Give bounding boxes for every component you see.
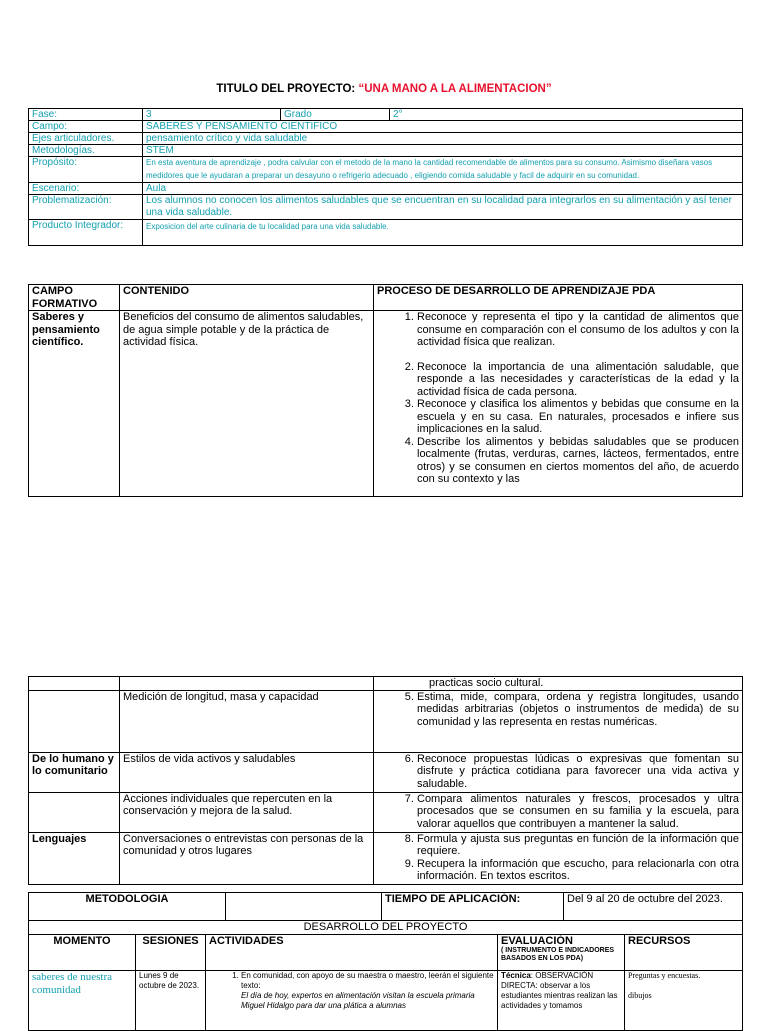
pda-table-2 [28, 676, 743, 885]
eval-texto: : OBSERVACIÓN DIRECTA: observar a los estudiantes mientras realizan las actividades y tomamos [501, 971, 618, 1010]
contenido-medicion: Medición de longitud, masa y capacidad [120, 690, 374, 752]
recurso-dibujos: dibujos [628, 991, 652, 1000]
actividad-item: 1. En comunidad, con apoyo de su maestra o maestro, leerán el siguiente texto: [241, 971, 494, 991]
problematizacion-value: Los alumnos no conocen los alimentos saludables que se encuentran en su localidad para integrarlos en su alimentación y así tener una vida saludable. [143, 195, 743, 220]
project-info-table [28, 108, 743, 246]
proposito-label: Propósito: [29, 157, 143, 183]
contenido-estilos: Estilos de vida activos y saludables [120, 752, 374, 792]
header-sesiones: SESIONES [136, 935, 206, 971]
pda-item: 7. Compara alimentos naturales y frescos, procesados y ultra procesados que se consumen en su familia y la escuela, para valorar aquellos que contribuyen a mantener la salud. [417, 793, 739, 831]
pda-item: 3. Reconoce y clasifica los alimentos y bebidas que consume en la escuela y en su casa. En naturales, procesados e infiere sus implicaciones en la salud. [417, 398, 739, 436]
proposito-value: En esta aventura de aprendizaje , podra calvular con el metodo de la mano la cantidad recomendable de alimentos para su consumo. Asimismo diseñara vasos medidores que le ayudaran a preparar un desayuno o refrigerio adecuado , eligiendo comida saludable y facil de adquirir en su comunidad. [143, 157, 743, 183]
pda-item: 6. Reconoce propuestas lúdicas o expresivas que fomentan su disfrute y práctica cotidiana para favorecer una vida activa y saludable. [417, 753, 739, 791]
sesion-fecha: Lunes 9 de octubre de 2023. [136, 971, 206, 1031]
ejes-value: pensamiento crítico y vida saludable [143, 133, 743, 145]
pda-item: 5. Estima, mide, compara, ordena y registra longitudes, usando medidas arbitrarias (objetos o instrumentos de medida) de su comunidad y las representa en restas numéricas. [417, 691, 739, 729]
pda-item: 4. Describe los alimentos y bebidas saludables que se producen localmente (frutas, verduras, carnes, lácteos, fermentados, entre otros) y se consumen en ciertos momentos del año, de acuerdo con su contexto y las [417, 436, 739, 486]
campo-humano: De lo humano y lo comunitario [29, 752, 120, 792]
tiempo-fechas: Del 9 al 20 de octubre del 2023. [564, 893, 743, 921]
grado-value: 2° [390, 109, 743, 121]
header-campo-formativo: CAMPO FORMATIVO [29, 285, 120, 311]
pda-item: 1. Reconoce y representa el tipo y la cantidad de alimentos que consume en comparación con el consumo de los adultos y con la actividad física que realizan. [417, 311, 739, 349]
grado-label: Grado [281, 109, 390, 121]
header-actividades: ACTIVIDADES [206, 935, 498, 971]
problematizacion-label: Problematización: [29, 195, 143, 220]
pda-continuation: practicas socio cultural. [374, 677, 743, 691]
header-evaluacion-sub: ( INSTRUMENTO E INDICADORES BASADOS EN LOS PDA) [501, 947, 615, 962]
campo-label: Campo: [29, 121, 143, 133]
project-title: TITULO DEL PROYECTO: “UNA MANO A LA ALIMENTACION” [216, 83, 552, 95]
tiempo-label: TIEMPO DE APLICACIÓN: [382, 893, 564, 921]
campo-value: SABERES Y PENSAMIENTO CIENTIFICO [143, 121, 743, 133]
metodologias-value: STEM [143, 145, 743, 157]
desarrollo-title: DESARROLLO DEL PROYECTO [29, 921, 743, 935]
header-pda: PROCESO DE DESARROLLO DE APRENDIZAJE PDA [374, 285, 743, 311]
escenario-label: Escenario: [29, 183, 143, 195]
pda-item: 8. Formula y ajusta sus preguntas en función de la información que requiere. [417, 833, 739, 858]
metodologias-label: Metodologías. [29, 145, 143, 157]
producto-label: Producto Integrador: [29, 220, 143, 246]
contenido-beneficios: Beneficios del consumo de alimentos saludables, de agua simple potable y de la práctica de actividad física. [120, 311, 374, 497]
metodologia-table [28, 892, 743, 921]
contenido-acciones: Acciones individuales que repercuten en la conservación y mejora de la salud. [120, 792, 374, 832]
pda-item: 9. Recupera la información que escucho, para relacionarla con otra información. En textos escritos. [417, 858, 739, 883]
pda-item: 2. Reconoce la importancia de una alimentación saludable, que responde a las necesidades y características de la edad y la actividad física de cada persona. [417, 361, 739, 399]
project-name: “UNA MANO A LA ALIMENTACION” [358, 83, 552, 95]
header-evaluacion: EVALUACIÓN [501, 935, 573, 947]
header-momento: MOMENTO [29, 935, 136, 971]
header-contenido: CONTENIDO [120, 285, 374, 311]
eval-tecnica: Técnica [501, 971, 531, 980]
pda-table-1 [28, 284, 743, 497]
campo-lenguajes: Lenguajes [29, 832, 120, 884]
desarrollo-table [28, 920, 743, 1031]
pda-list-1 [374, 311, 743, 497]
campo-saberes: Saberes y pensamiento científico. [29, 311, 120, 497]
fase-value: 3 [143, 109, 281, 121]
recurso-preguntas: Preguntas y encuestas. [628, 971, 701, 980]
actividad-texto: El día de hoy, expertos en alimentación visitan la escuela primaria Miguel Hidalgo para dar una plática a alumnas [241, 991, 475, 1010]
header-recursos: RECURSOS [625, 935, 743, 971]
fase-label: Fase: [29, 109, 143, 121]
ejes-label: Ejes articuladores. [29, 133, 143, 145]
contenido-conversaciones: Conversaciones o entrevistas con personas de la comunidad y otros lugares [120, 832, 374, 884]
momento-saberes: saberes de nuestra comunidad [29, 971, 136, 1031]
escenario-value: Aula [143, 183, 743, 195]
producto-value: Exposicion del arte culinaria de tu localidad para una vida saludable. [143, 220, 743, 246]
metodologia-label: METODOLOGIA [29, 893, 226, 921]
